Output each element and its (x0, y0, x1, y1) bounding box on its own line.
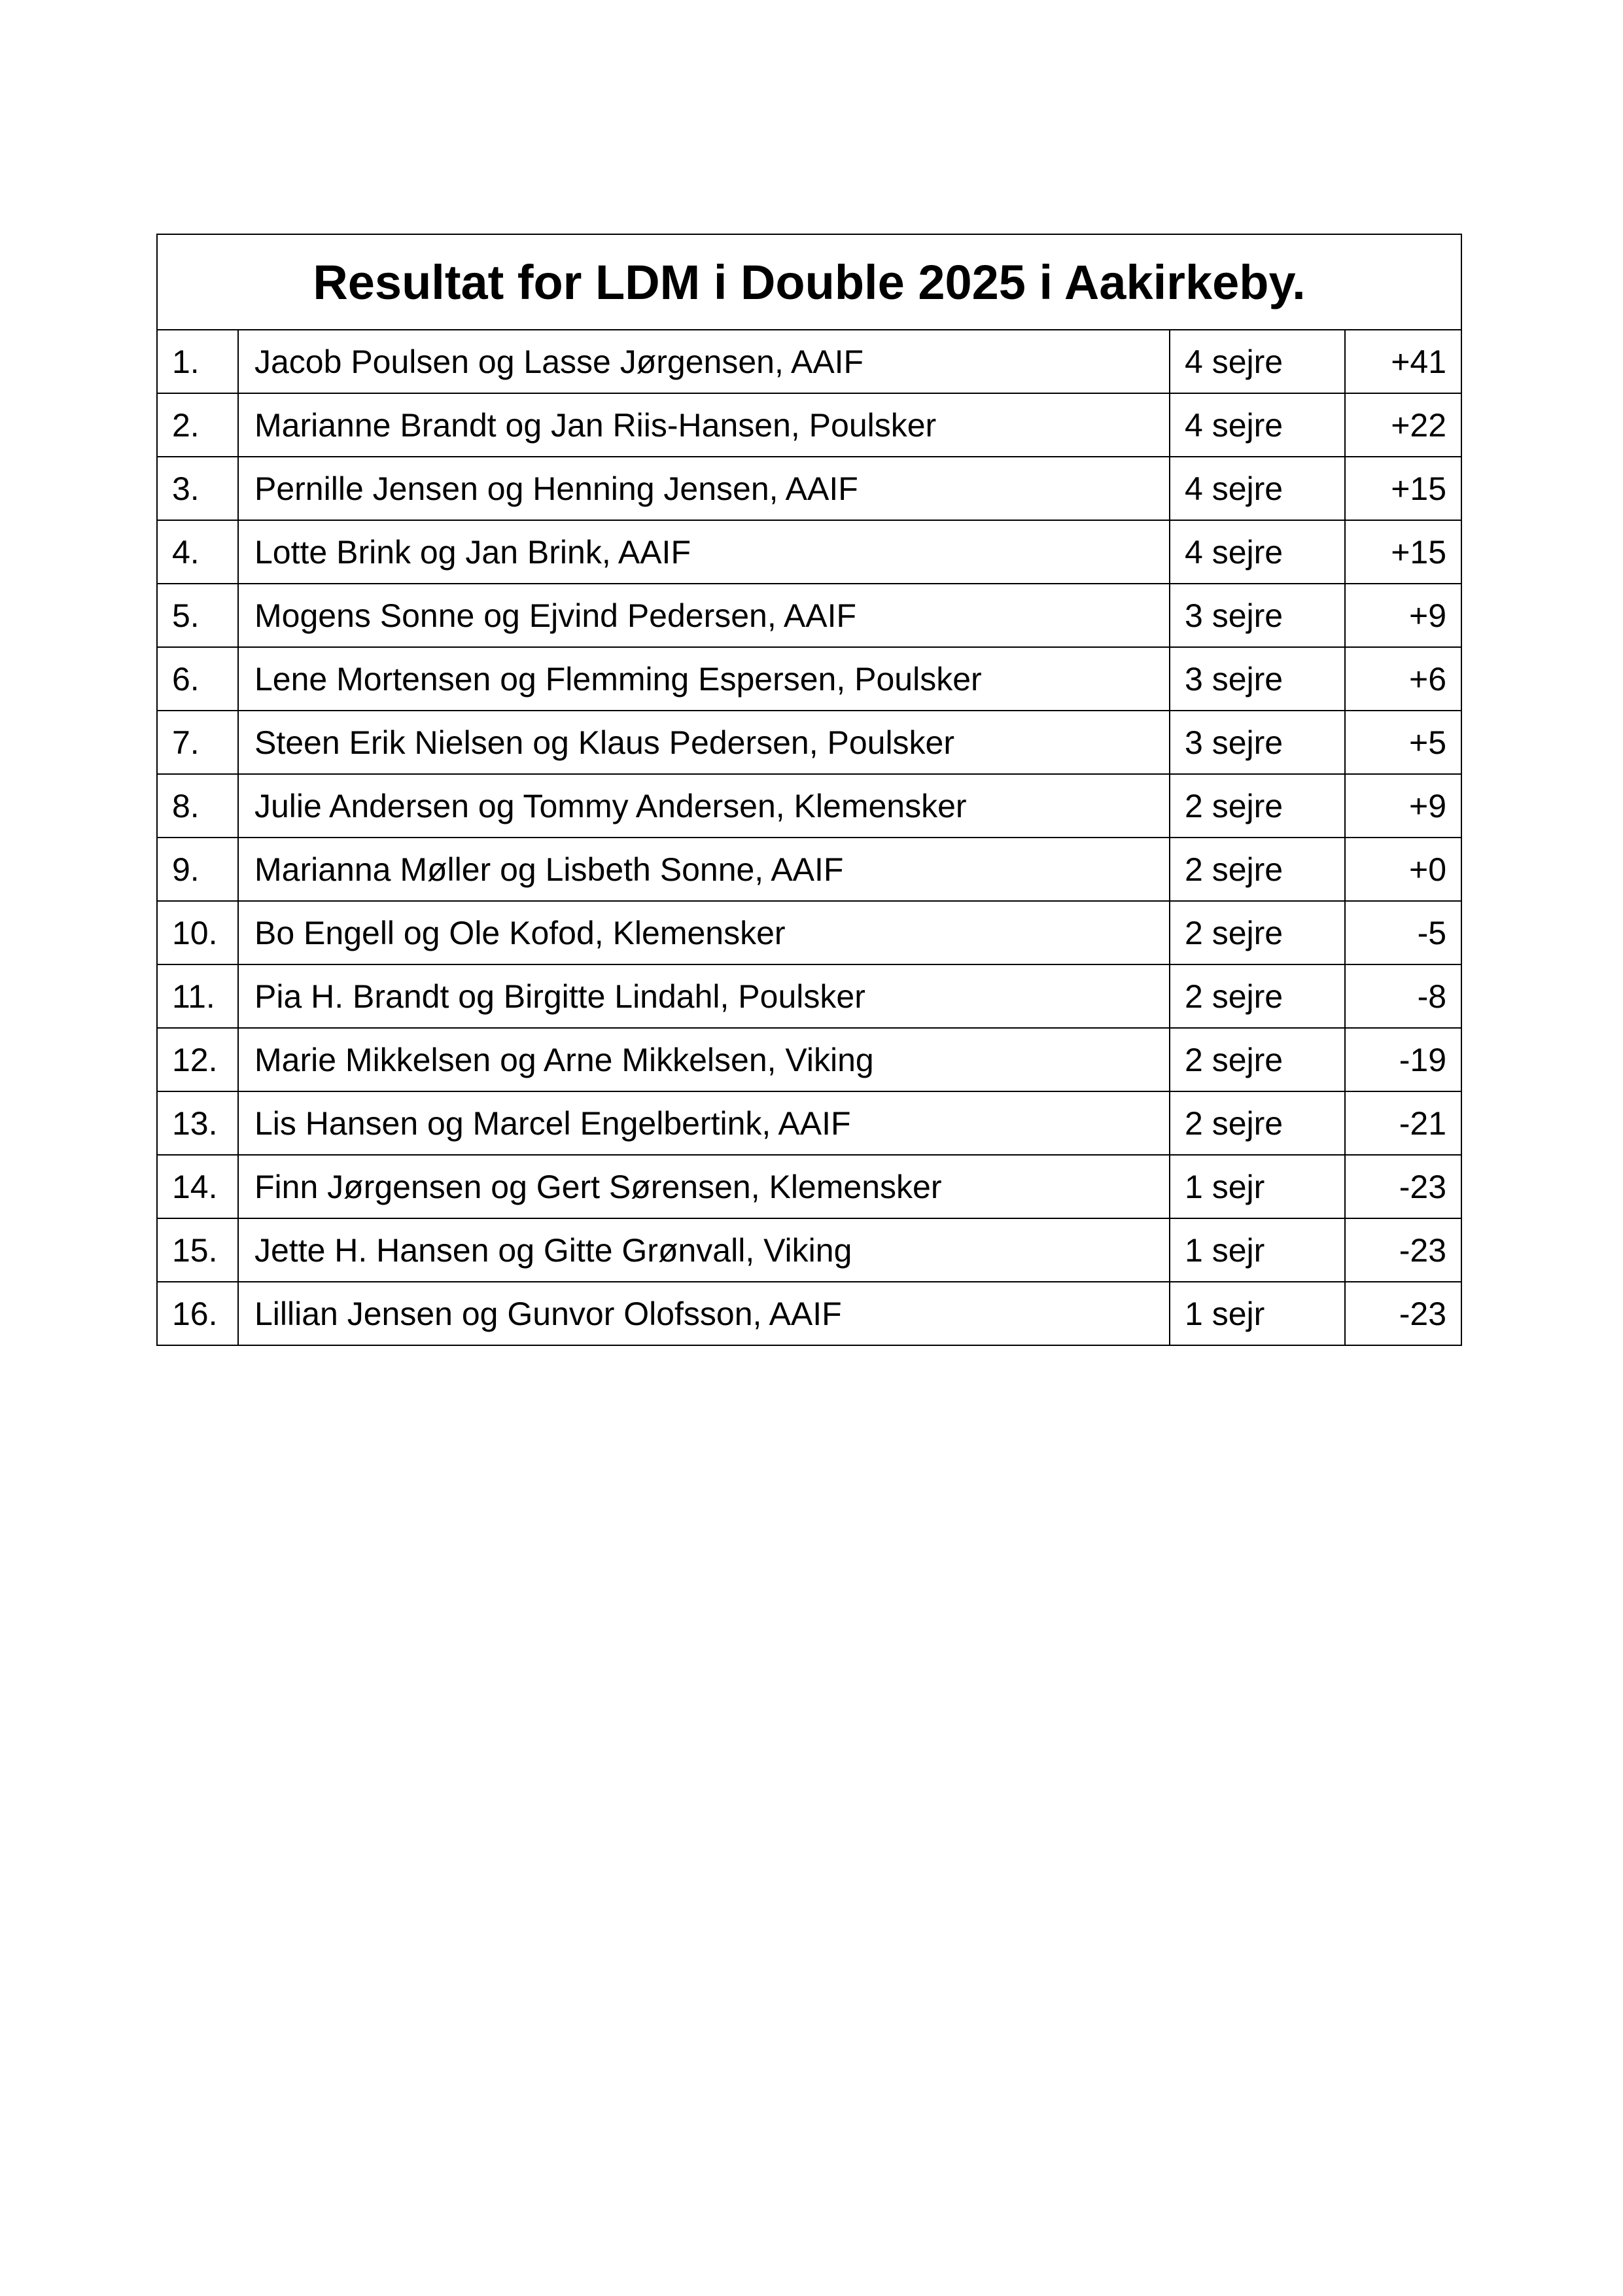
table-row (157, 838, 1461, 901)
wins-cell: 2 sejre (1170, 774, 1345, 838)
pair-cell: Steen Erik Nielsen og Klaus Pedersen, Poulsker (238, 711, 1170, 774)
wins-cell: 1 sejr (1170, 1155, 1345, 1218)
rank-cell: 12. (157, 1028, 238, 1091)
pair-cell: Pernille Jensen og Henning Jensen, AAIF (238, 457, 1170, 520)
rank-cell: 6. (157, 647, 238, 711)
pair-cell: Lillian Jensen og Gunvor Olofsson, AAIF (238, 1282, 1170, 1345)
pair-cell: Bo Engell og Ole Kofod, Klemensker (238, 901, 1170, 964)
wins-cell: 2 sejre (1170, 838, 1345, 901)
pair-cell: Lis Hansen og Marcel Engelbertink, AAIF (238, 1091, 1170, 1155)
wins-cell: 1 sejr (1170, 1282, 1345, 1345)
table-row (157, 774, 1461, 838)
pair-cell: Lene Mortensen og Flemming Espersen, Poulsker (238, 647, 1170, 711)
wins-cell: 4 sejre (1170, 393, 1345, 457)
score-cell: +15 (1345, 520, 1461, 584)
pair-cell: Marie Mikkelsen og Arne Mikkelsen, Viking (238, 1028, 1170, 1091)
rank-cell: 3. (157, 457, 238, 520)
score-cell: -23 (1345, 1282, 1461, 1345)
score-cell: -21 (1345, 1091, 1461, 1155)
table-row (157, 1218, 1461, 1282)
rank-cell: 15. (157, 1218, 238, 1282)
score-cell: +9 (1345, 774, 1461, 838)
table-row (157, 1282, 1461, 1345)
table-row (157, 584, 1461, 647)
results-body (157, 330, 1461, 1345)
table-row (157, 711, 1461, 774)
rank-cell: 9. (157, 838, 238, 901)
score-cell: +22 (1345, 393, 1461, 457)
score-cell: +5 (1345, 711, 1461, 774)
table-row (157, 964, 1461, 1028)
table-row (157, 1028, 1461, 1091)
wins-cell: 3 sejre (1170, 584, 1345, 647)
wins-cell: 3 sejre (1170, 647, 1345, 711)
pair-cell: Jette H. Hansen og Gitte Grønvall, Viking (238, 1218, 1170, 1282)
score-cell: -23 (1345, 1218, 1461, 1282)
wins-cell: 2 sejre (1170, 964, 1345, 1028)
rank-cell: 1. (157, 330, 238, 393)
pair-cell: Finn Jørgensen og Gert Sørensen, Klemensker (238, 1155, 1170, 1218)
pair-cell: Mogens Sonne og Ejvind Pedersen, AAIF (238, 584, 1170, 647)
score-cell: -8 (1345, 964, 1461, 1028)
score-cell: +0 (1345, 838, 1461, 901)
table-row (157, 1155, 1461, 1218)
wins-cell: 2 sejre (1170, 1028, 1345, 1091)
rank-cell: 7. (157, 711, 238, 774)
title-row (157, 234, 1461, 330)
score-cell: +15 (1345, 457, 1461, 520)
rank-cell: 16. (157, 1282, 238, 1345)
table-row (157, 1091, 1461, 1155)
pair-cell: Pia H. Brandt og Birgitte Lindahl, Poulsker (238, 964, 1170, 1028)
rank-cell: 10. (157, 901, 238, 964)
score-cell: -19 (1345, 1028, 1461, 1091)
table-title: Resultat for LDM i Double 2025 i Aakirkeby. (157, 234, 1461, 330)
pair-cell: Lotte Brink og Jan Brink, AAIF (238, 520, 1170, 584)
wins-cell: 4 sejre (1170, 457, 1345, 520)
wins-cell: 4 sejre (1170, 520, 1345, 584)
rank-cell: 11. (157, 964, 238, 1028)
table-row (157, 457, 1461, 520)
wins-cell: 1 sejr (1170, 1218, 1345, 1282)
pair-cell: Marianna Møller og Lisbeth Sonne, AAIF (238, 838, 1170, 901)
table-row (157, 901, 1461, 964)
wins-cell: 3 sejre (1170, 711, 1345, 774)
score-cell: +41 (1345, 330, 1461, 393)
pair-cell: Julie Andersen og Tommy Andersen, Klemensker (238, 774, 1170, 838)
results-table (156, 234, 1462, 1346)
score-cell: -23 (1345, 1155, 1461, 1218)
wins-cell: 2 sejre (1170, 1091, 1345, 1155)
score-cell: -5 (1345, 901, 1461, 964)
pair-cell: Marianne Brandt og Jan Riis-Hansen, Poulsker (238, 393, 1170, 457)
rank-cell: 14. (157, 1155, 238, 1218)
wins-cell: 2 sejre (1170, 901, 1345, 964)
rank-cell: 13. (157, 1091, 238, 1155)
rank-cell: 5. (157, 584, 238, 647)
table-row (157, 393, 1461, 457)
table-row (157, 330, 1461, 393)
rank-cell: 2. (157, 393, 238, 457)
rank-cell: 4. (157, 520, 238, 584)
pair-cell: Jacob Poulsen og Lasse Jørgensen, AAIF (238, 330, 1170, 393)
rank-cell: 8. (157, 774, 238, 838)
table-row (157, 647, 1461, 711)
score-cell: +9 (1345, 584, 1461, 647)
wins-cell: 4 sejre (1170, 330, 1345, 393)
table-row (157, 520, 1461, 584)
score-cell: +6 (1345, 647, 1461, 711)
